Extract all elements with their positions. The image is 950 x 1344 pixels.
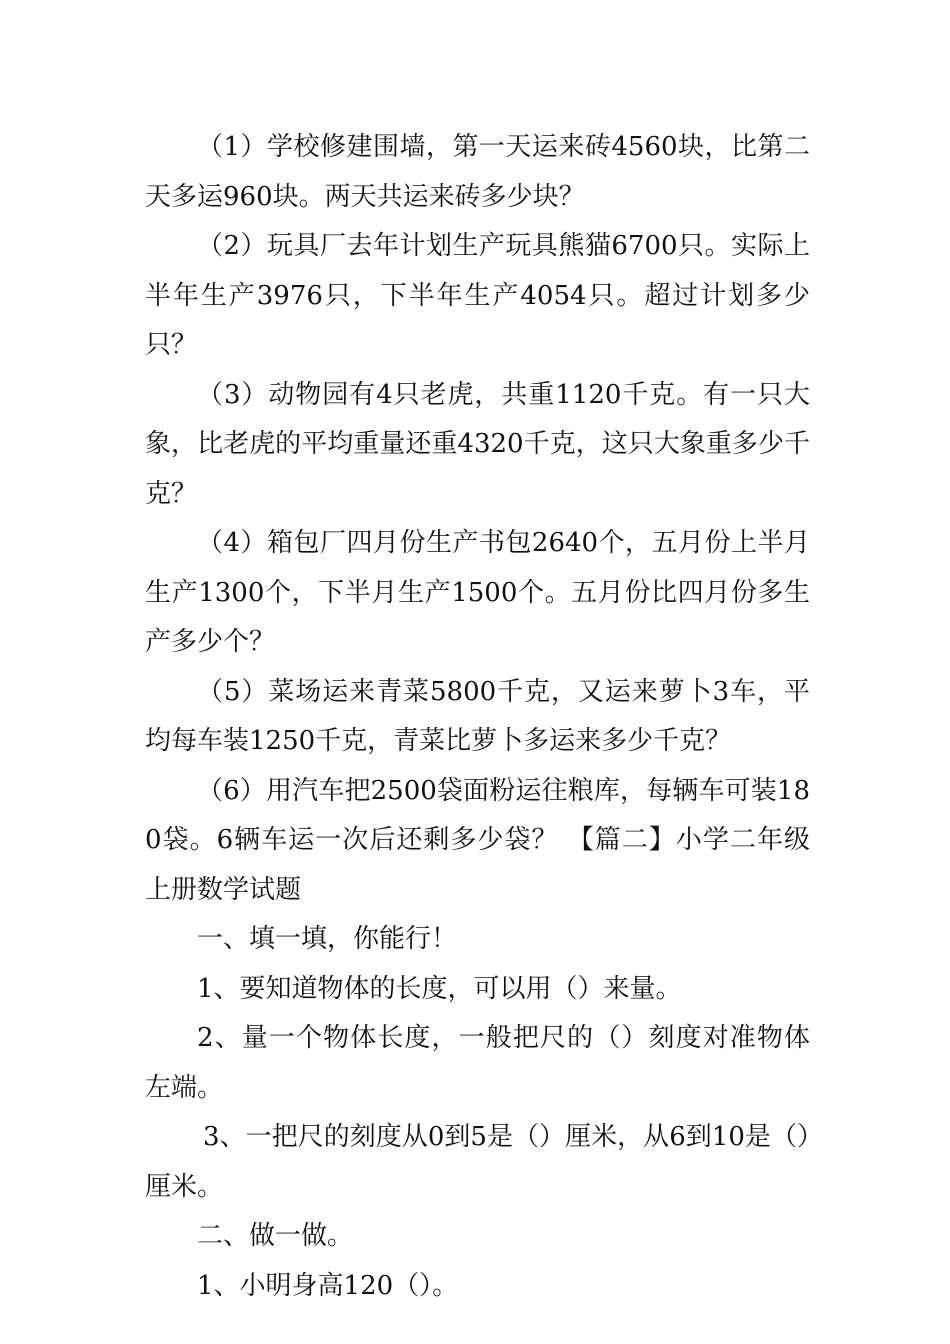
document-body (145, 123, 810, 1311)
fill-item-3: 3、一把尺的刻度从0到5是（）厘米，从6到10是（）厘米。 (145, 1122, 810, 1202)
fill-item-1: 1、要知道物体的长度，可以用（）来量。 (197, 973, 682, 1004)
problem-2: （2）玩具厂去年计划生产玩具熊猫6700只。实际上半年生产3976只，下半年生产4054只。超过计划多少只？ (145, 231, 810, 360)
problem-1: （1）学校修建围墙，第一天运来砖4560块，比第二天多运960块。两天共运来砖多少块？ (145, 132, 810, 212)
section-heading-do: 二、做一做。 (197, 1221, 354, 1251)
problem-6: （6）用汽车把2500袋面粉运往粮库，每辆车可装180袋。6辆车运一次后还剩多少袋？ 【篇二】小学二年级上册数学试题 (145, 775, 810, 905)
problem-4: （4）箱包厂四月份生产书包2640个，五月份上半月生产1300个，下半月生产1500个。五月份比四月份多生产多少个？ (145, 528, 810, 657)
do-item-1: 1、小明身高120（）。 (197, 1270, 459, 1301)
problem-5: （5）菜场运来青菜5800千克，又运来萝卜3车，平均每车装1250千克，青菜比萝卜多运来多少千克？ (145, 676, 810, 756)
fill-item-2: 2、量一个物体长度，一般把尺的（）刻度对准物体左端。 (145, 1023, 810, 1103)
section-heading-fill: 一、填一填，你能行！ (197, 924, 458, 954)
problem-3: （3）动物园有4只老虎，共重1120千克。有一只大象，比老虎的平均重量还重4320千克，这只大象重多少千克？ (145, 379, 810, 509)
